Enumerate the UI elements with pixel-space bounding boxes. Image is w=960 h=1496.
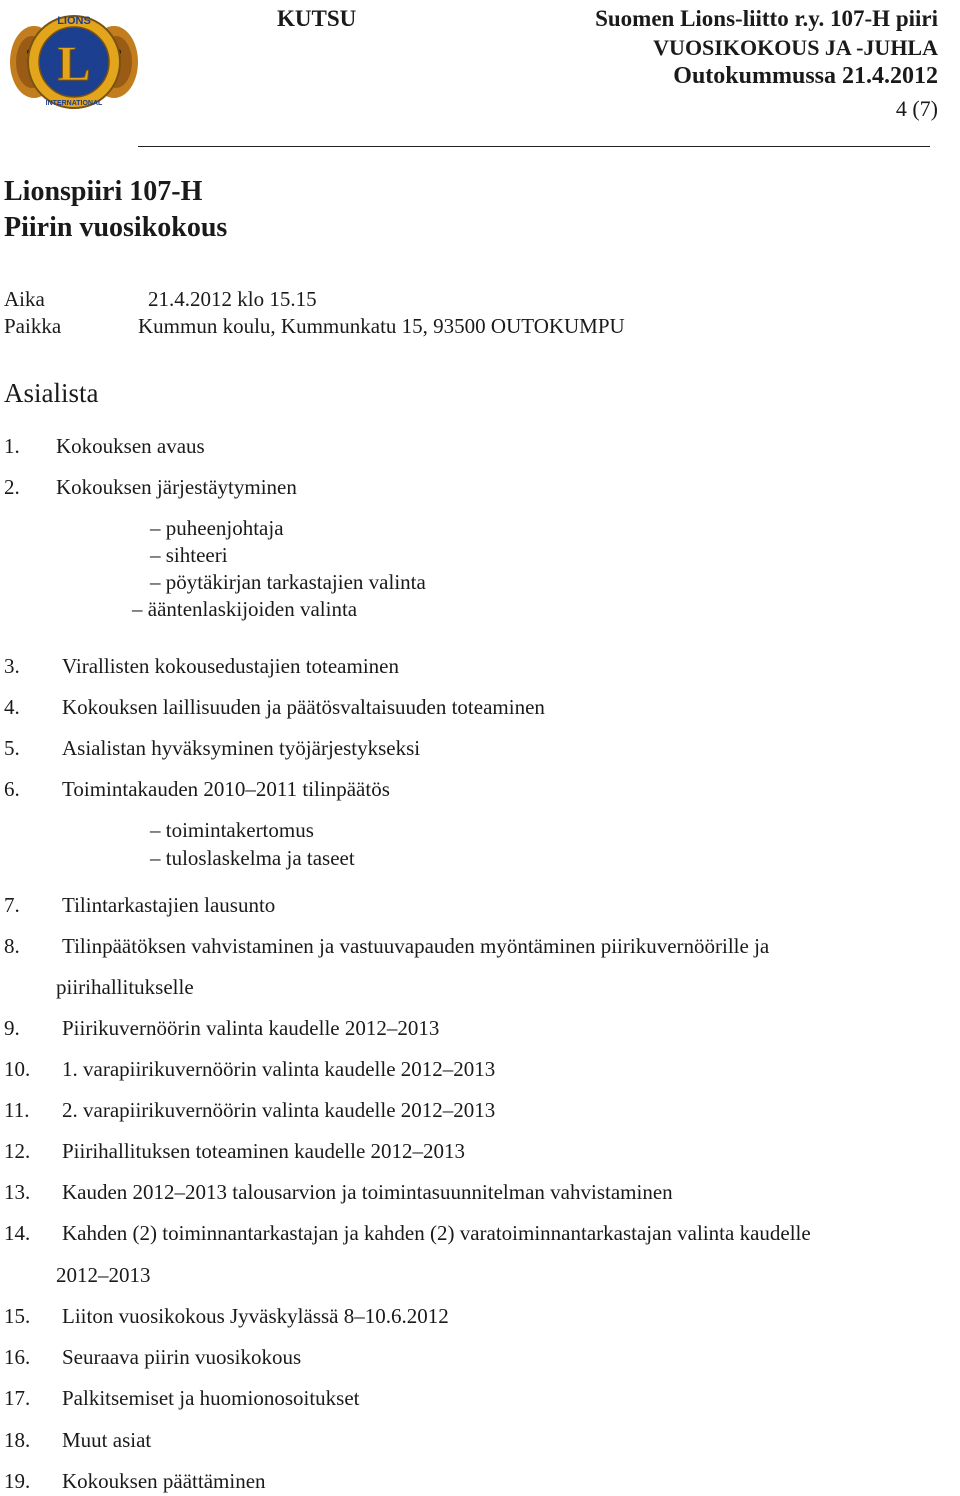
agenda-item-number: 3. <box>4 654 20 678</box>
agenda-item-text: Kokouksen avaus <box>56 434 205 458</box>
agenda-item-number: 1. <box>4 434 20 458</box>
agenda-item-number: 5. <box>4 736 20 760</box>
agenda-item-number: 12. <box>4 1139 31 1163</box>
header-divider <box>138 146 930 147</box>
agenda-subitem: – toimintakertomus <box>150 818 314 842</box>
agenda-item-number: 11. <box>4 1098 30 1122</box>
agenda-item-number: 7. <box>4 893 20 917</box>
agenda-subitem: – pöytäkirjan tarkastajien valinta <box>150 570 426 594</box>
page-number: 4 (7) <box>895 96 938 121</box>
agenda-subitem: – sihteeri <box>150 543 228 567</box>
agenda-item-number: 16. <box>4 1345 31 1369</box>
agenda-item-continuation: piirihallitukselle <box>56 975 194 999</box>
organization-name: Suomen Lions-liitto r.y. 107-H piiri <box>595 6 938 31</box>
time-label: Aika <box>4 287 45 311</box>
agenda-item-number: 17. <box>4 1386 31 1410</box>
lions-emblem-icon <box>8 4 140 124</box>
agenda-item-continuation: 2012–2013 <box>56 1263 151 1287</box>
agenda-item-text: Toimintakauden 2010–2011 tilinpäätös <box>62 777 390 801</box>
agenda-item-text: Virallisten kokousedustajien toteaminen <box>62 654 399 678</box>
agenda-item-text: Piirihallituksen toteaminen kaudelle 2012–2013 <box>62 1139 466 1163</box>
agenda-item-text: Seuraava piirin vuosikokous <box>62 1345 302 1369</box>
agenda-subitem: – tuloslaskelma ja taseet <box>150 846 355 870</box>
logo-top-text: LIONS <box>57 15 91 27</box>
agenda-item-number: 9. <box>4 1016 20 1040</box>
agenda-item-number: 18. <box>4 1428 31 1452</box>
event-place-date: Outokummussa 21.4.2012 <box>673 63 938 89</box>
agenda-item-text: Kahden (2) toiminnantarkastajan ja kahden (2) varatoiminnantarkastajan valinta kaudelle <box>62 1221 811 1245</box>
agenda-item-text: Liiton vuosikokous Jyväskylässä 8–10.6.2012 <box>62 1304 449 1328</box>
title-line-2: Piirin vuosikokous <box>4 212 228 243</box>
agenda-item-number: 19. <box>4 1469 31 1493</box>
agenda-item-number: 2. <box>4 475 20 499</box>
agenda-item-text: 2. varapiirikuvernöörin valinta kaudelle 2012–2013 <box>62 1098 496 1122</box>
agenda-item-number: 8. <box>4 934 20 958</box>
agenda-subitem: – puheenjohtaja <box>150 516 284 540</box>
agenda-item-number: 15. <box>4 1304 31 1328</box>
place-value: Kummun koulu, Kummunkatu 15, 93500 OUTOKUMPU <box>138 314 625 338</box>
agenda-item-text: Kokouksen järjestäytyminen <box>56 475 297 499</box>
agenda-item-text: Kokouksen laillisuuden ja päätösvaltaisuuden toteaminen <box>62 695 545 719</box>
place-label: Paikka <box>4 314 62 338</box>
title-line-1: Lionspiiri 107-H <box>4 176 203 207</box>
agenda-item-text: Kokouksen päättäminen <box>62 1469 266 1493</box>
agenda-item-text: Muut asiat <box>62 1428 152 1452</box>
agenda-item-number: 6. <box>4 777 20 801</box>
agenda-item-number: 14. <box>4 1221 31 1245</box>
logo-letter: L <box>57 35 91 91</box>
agenda-heading: Asialista <box>4 378 99 408</box>
agenda-subitem: – ääntenlaskijoiden valinta <box>132 597 358 621</box>
agenda-item-text: Kauden 2012–2013 talousarvion ja toimintasuunnitelman vahvistaminen <box>62 1180 673 1204</box>
agenda-item-text: Palkitsemiset ja huomionosoitukset <box>62 1386 360 1410</box>
agenda-item-text: 1. varapiirikuvernöörin valinta kaudelle 2012–2013 <box>62 1057 496 1081</box>
agenda-item-number: 13. <box>4 1180 31 1204</box>
time-value: 21.4.2012 klo 15.15 <box>148 287 317 311</box>
event-name: VUOSIKOKOUS JA -JUHLA <box>653 35 938 60</box>
agenda-item-number: 10. <box>4 1057 31 1081</box>
agenda-item-text: Piirikuvernöörin valinta kaudelle 2012–2013 <box>62 1016 440 1040</box>
logo-bottom-text: INTERNATIONAL <box>45 100 103 107</box>
document-type: KUTSU <box>277 6 357 31</box>
agenda-item-number: 4. <box>4 695 20 719</box>
agenda-item-text: Tilintarkastajien lausunto <box>62 893 276 917</box>
agenda-item-text: Tilinpäätöksen vahvistaminen ja vastuuvapauden myöntäminen piirikuvernöörille ja <box>62 934 770 958</box>
agenda-item-text: Asialistan hyväksyminen työjärjestykseksi <box>62 736 421 760</box>
